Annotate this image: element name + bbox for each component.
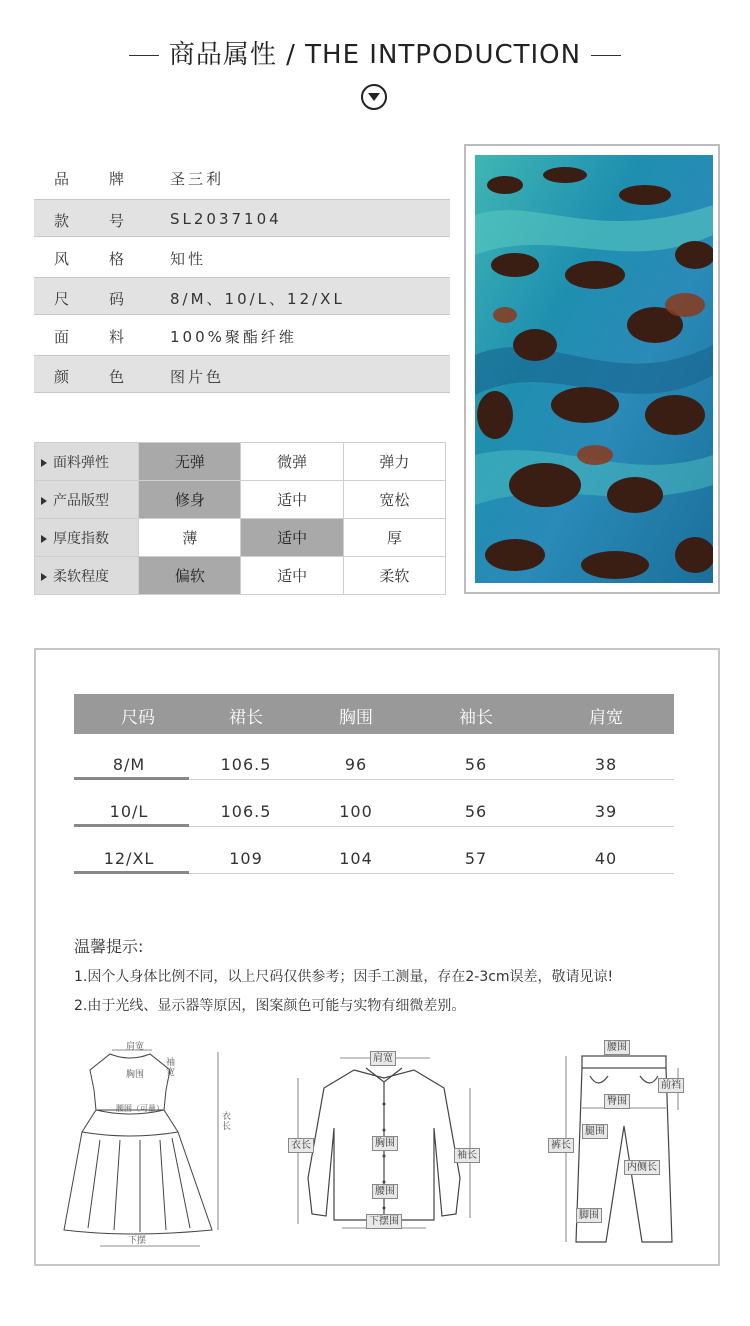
size-cell: 12/XL bbox=[103, 849, 155, 868]
size-header-cell: 肩宽 bbox=[589, 708, 623, 728]
attribute-key-char: 码 bbox=[108, 290, 124, 308]
section-title bbox=[0, 34, 750, 71]
fabric-option: 宽松 bbox=[343, 481, 445, 519]
attribute-key bbox=[54, 168, 124, 189]
row-accent bbox=[74, 871, 189, 874]
attribute-key-char: 尺 bbox=[54, 290, 70, 308]
title-dash-right bbox=[591, 55, 621, 56]
fabric-option: 微弹 bbox=[241, 443, 343, 481]
attribute-row bbox=[34, 355, 450, 393]
fabric-option: 适中 bbox=[241, 481, 343, 519]
size-cell: 8/M bbox=[112, 755, 146, 774]
attribute-value: 知性 bbox=[170, 250, 207, 268]
fabric-option: 偏软 bbox=[139, 557, 241, 595]
attribute-row bbox=[34, 158, 450, 196]
fabric-option: 无弹 bbox=[139, 443, 241, 481]
shirt-length-label: 衣长 bbox=[288, 1138, 314, 1153]
attribute-key-char: 品 bbox=[54, 170, 70, 188]
attribute-key bbox=[54, 366, 124, 387]
attribute-value: 图片色 bbox=[170, 368, 225, 386]
size-cell: 56 bbox=[464, 755, 488, 774]
fabric-row bbox=[35, 557, 446, 595]
chevron-down-circle-icon bbox=[361, 84, 387, 110]
dress-waist-label: 腰围（可量） bbox=[116, 1104, 164, 1113]
attribute-key-char: 色 bbox=[108, 368, 124, 386]
fabric-option: 厚 bbox=[343, 519, 445, 557]
fabric-row bbox=[35, 519, 446, 557]
fabric-label-text: 产品版型 bbox=[53, 492, 109, 509]
size-cell: 106.5 bbox=[220, 802, 272, 821]
size-row bbox=[74, 834, 674, 874]
pants-length-label: 裤长 bbox=[548, 1138, 574, 1153]
size-table-header bbox=[74, 694, 674, 734]
fabric-option: 弹力 bbox=[343, 443, 445, 481]
attribute-key-char: 格 bbox=[108, 250, 124, 268]
size-header-cell: 胸围 bbox=[339, 708, 373, 728]
size-cell: 106.5 bbox=[220, 755, 272, 774]
pants-ankle-label: 脚围 bbox=[576, 1208, 602, 1223]
shirt-shoulder-label: 肩宽 bbox=[370, 1051, 396, 1066]
attribute-key-char: 风 bbox=[54, 250, 70, 268]
fabric-label bbox=[35, 519, 139, 557]
attribute-key bbox=[54, 248, 124, 269]
shirt-hem-label: 下摆围 bbox=[366, 1214, 402, 1229]
dress-chest-label: 胸围 bbox=[126, 1070, 145, 1080]
shirt-measure-diagram bbox=[284, 1048, 484, 1234]
attribute-key bbox=[54, 210, 124, 231]
caret-right-icon bbox=[41, 535, 47, 543]
fabric-row bbox=[35, 481, 446, 519]
leopard-fabric-image bbox=[475, 155, 713, 583]
size-cell: 39 bbox=[594, 802, 618, 821]
size-cell: 56 bbox=[464, 802, 488, 821]
attribute-key-char: 料 bbox=[108, 328, 124, 346]
attribute-key-char: 颜 bbox=[54, 368, 70, 386]
fabric-option: 修身 bbox=[139, 481, 241, 519]
fabric-label-text: 厚度指数 bbox=[53, 530, 109, 547]
pants-waist-label: 腰围 bbox=[604, 1040, 630, 1055]
attribute-value: 8/M、10/L、12/XL bbox=[170, 290, 345, 308]
attribute-key-char: 号 bbox=[108, 212, 124, 230]
attribute-row bbox=[34, 316, 450, 354]
fabric-label bbox=[35, 557, 139, 595]
pants-thigh-label: 腿围 bbox=[582, 1124, 608, 1139]
fabric-option: 柔软 bbox=[343, 557, 445, 595]
caret-right-icon bbox=[41, 497, 47, 505]
attribute-key-char: 款 bbox=[54, 212, 70, 230]
size-cell: 96 bbox=[344, 755, 368, 774]
pants-inseam-label: 内侧长 bbox=[624, 1160, 660, 1175]
tip-line-1: 1.因个人身体比例不同，以上尺码仅供参考；因手工测量，存在2-3cm误差，敬请见谅! bbox=[74, 969, 614, 985]
attribute-key bbox=[54, 326, 124, 347]
attribute-row bbox=[34, 238, 450, 276]
size-cell: 40 bbox=[594, 849, 618, 868]
attribute-value: 圣三利 bbox=[170, 170, 225, 188]
fabric-photo bbox=[464, 144, 720, 594]
fabric-label bbox=[35, 443, 139, 481]
attribute-key bbox=[54, 288, 124, 309]
dress-sleeve-label: 袖宽 bbox=[166, 1058, 176, 1078]
fabric-label bbox=[35, 481, 139, 519]
title-dash-left bbox=[129, 55, 159, 56]
size-cell: 38 bbox=[594, 755, 618, 774]
dress-length-label: 衣长 bbox=[222, 1112, 232, 1132]
pants-front-rise-label: 前裆 bbox=[658, 1078, 684, 1093]
row-accent bbox=[74, 824, 189, 827]
size-cell: 10/L bbox=[109, 802, 149, 821]
caret-right-icon bbox=[41, 459, 47, 467]
pants-hip-label: 臀围 bbox=[604, 1094, 630, 1109]
attribute-value: 100%聚酯纤维 bbox=[170, 328, 297, 346]
fabric-label-text: 面料弹性 bbox=[53, 454, 109, 471]
shirt-chest-label: 胸围 bbox=[372, 1136, 398, 1151]
attribute-row bbox=[34, 277, 450, 315]
size-row bbox=[74, 787, 674, 827]
attribute-key-char: 牌 bbox=[108, 170, 124, 188]
caret-right-icon bbox=[41, 573, 47, 581]
size-header-cell: 尺码 bbox=[121, 708, 155, 728]
attribute-key-char: 面 bbox=[54, 328, 70, 346]
size-cell: 109 bbox=[229, 849, 263, 868]
shirt-waist-label: 腰围 bbox=[372, 1184, 398, 1199]
size-header-cell: 裙长 bbox=[229, 708, 263, 728]
size-header-cell: 袖长 bbox=[459, 708, 493, 728]
row-accent bbox=[74, 777, 189, 780]
dress-measure-diagram bbox=[60, 1040, 240, 1250]
fabric-option: 适中 bbox=[241, 557, 343, 595]
size-cell: 57 bbox=[464, 849, 488, 868]
attribute-value: SL2037104 bbox=[170, 210, 282, 228]
fabric-properties-grid bbox=[34, 442, 446, 595]
dress-shoulder-label: 肩宽 bbox=[126, 1042, 145, 1052]
tips-title: 温馨提示: bbox=[74, 937, 144, 956]
pants-measure-diagram bbox=[546, 1036, 696, 1246]
fabric-row bbox=[35, 443, 446, 481]
fabric-option: 适中 bbox=[241, 519, 343, 557]
section-title-text: 商品属性 / THE INTPODUCTION bbox=[168, 40, 582, 70]
attribute-row bbox=[34, 199, 450, 237]
size-row bbox=[74, 740, 674, 780]
fabric-option: 薄 bbox=[139, 519, 241, 557]
shirt-sleeve-label: 袖长 bbox=[454, 1148, 480, 1163]
size-cell: 104 bbox=[339, 849, 373, 868]
size-cell: 100 bbox=[339, 802, 373, 821]
tip-line-2: 2.由于光线、显示器等原因，图案颜色可能与实物有细微差别。 bbox=[74, 998, 466, 1014]
dress-hem-label: 下摆 bbox=[128, 1236, 147, 1246]
dress-outline-icon bbox=[60, 1040, 240, 1250]
fabric-label-text: 柔软程度 bbox=[53, 568, 109, 585]
